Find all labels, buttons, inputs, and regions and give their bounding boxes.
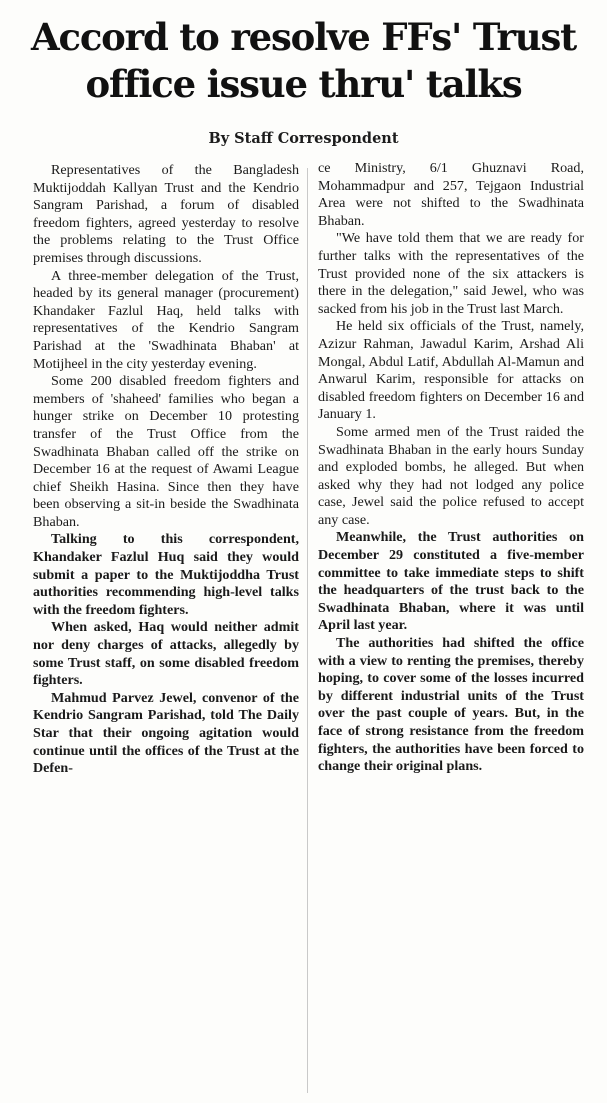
column-divider bbox=[307, 168, 308, 1093]
paragraph: Talking to this correspondent, Khandaker Fazlul Huq said they would submit a paper to the Muktijoddha Trust authorities recommending high-level talks with the freedom fighters. bbox=[33, 531, 299, 618]
right-column bbox=[318, 160, 584, 776]
paragraph: Mahmud Parvez Jewel, convenor of the Kendrio Sangram Parishad, told The Daily Star that their ongoing agitation would continue until the offices of the Trust at the Defen- bbox=[33, 689, 299, 777]
headline-line-2: office issue thru' talks bbox=[85, 62, 522, 106]
paragraph: He held six officials of the Trust, namely, Azizur Rahman, Jawadul Karim, Arshad Ali Mongal, Abdul Latif, Abdullah Al-Mamun and Anwarul Karim, responsible for attacks on disabled freedom fighters on December 16 and January 1. bbox=[318, 318, 584, 423]
paragraph: Some armed men of the Trust raided the Swadhinata Bhaban in the early hours Sunday and exploded bombs, he alleged. But when asked why they had not lodged any police case, Jewel said the police refused to accept any case. bbox=[318, 423, 584, 528]
headline bbox=[10, 14, 597, 108]
paragraph: When asked, Haq would neither admit nor deny charges of attacks, allegedly by some Trust staff, on some disabled freedom fighters. bbox=[33, 619, 299, 689]
left-column bbox=[33, 162, 299, 778]
paragraph: Meanwhile, the Trust authorities on December 29 constituted a five-member committee to take immediate steps to shift the headquarters of the trust back to the Swadhinata Bhaban, where it was until April last year. bbox=[318, 529, 584, 634]
paragraph-continuation: ce Ministry, 6/1 Ghuznavi Road, Mohammadpur and 257, Tejgaon Industrial Area were not shifted to the Swadhinata Bhaban. bbox=[318, 160, 584, 229]
paragraph: A three-member delegation of the Trust, headed by its general manager (procurement) Khandaker Fazlul Haq, held talks with representatives of the Kendrio Sangram Parishad at the 'Swadhinata Bhaban' at Motijheel in the city yesterday evening. bbox=[33, 267, 299, 372]
paragraph: The authorities had shifted the office with a view to renting the premises, thereby hoping, to cover some of the losses incurred by different industrial units of the Trust over the past couple of years. But, in the face of strong resistance from the freedom fighters, the authorities have been forced to change their original plans. bbox=[318, 635, 584, 775]
headline-line-1: Accord to resolve FFs' Trust bbox=[31, 15, 576, 59]
paragraph: Representatives of the Bangladesh Muktijoddah Kallyan Trust and the Kendrio Sangram Parishad, a forum of disabled freedom fighters, agreed yesterday to resolve the problems relating to the Trust Office premises through discussions. bbox=[33, 162, 299, 266]
paragraph: "We have told them that we are ready for further talks with the representatives of the Trust provided none of the six attackers is there in the delegation," said Jewel, who was sacked from his job in the Trust last March. bbox=[318, 230, 584, 317]
byline: By Staff Correspondent bbox=[208, 130, 399, 147]
paragraph: Some 200 disabled freedom fighters and members of 'shaheed' families who began a hunger strike on December 10 protesting transfer of the Trust Office from the Swadhinata Bhaban called off the strike on December 16 at the request of Awami League chief Sheikh Hasina. Since then they have been observing a sit-in beside the Swadhinata Bhaban. bbox=[33, 373, 299, 530]
